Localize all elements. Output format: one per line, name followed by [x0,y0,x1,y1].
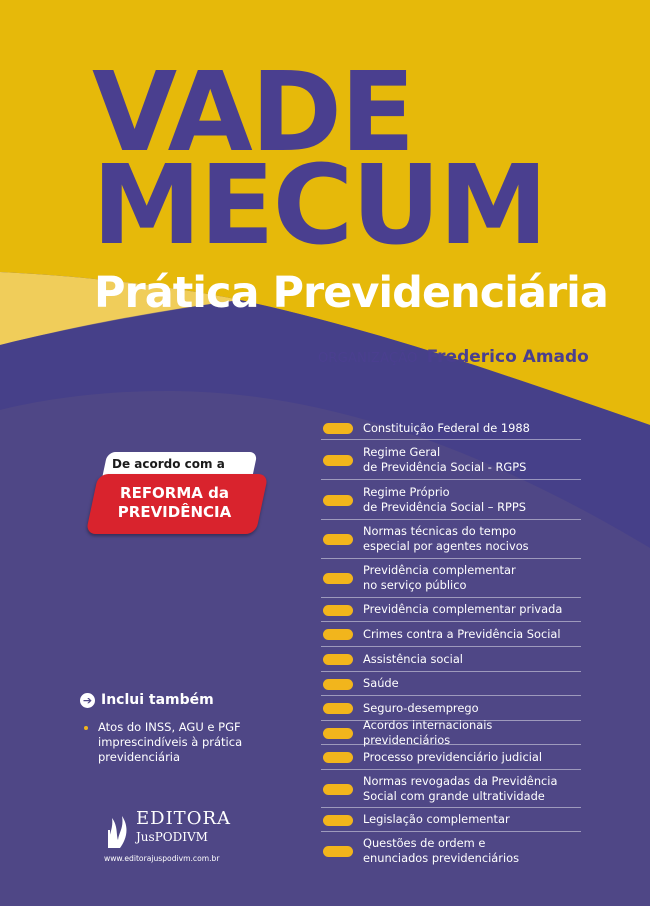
includes-line-1: Atos do INSS, AGU e PGF [98,720,241,734]
includes-heading [80,692,242,708]
bullet-pill [323,654,353,665]
topic-text: Regime Geral [363,444,441,459]
title-line-1: VADE [92,48,414,176]
topic-text: Processo previdenciário judicial [363,749,543,764]
bullet-pill [323,573,353,584]
bullet-pill [323,728,353,739]
topic-text: Acordos internacionais previdenciários [363,717,493,747]
topic-text: Questões de ordem e [363,836,486,850]
bullet-pill [323,703,353,714]
bullet-pill [323,815,353,826]
bullet-pill [323,752,353,763]
topic-item [321,770,581,808]
topic-text: no serviço público [363,578,467,592]
topic-text: de Previdência Social – RPPS [363,499,526,514]
bullet-pill [323,629,353,640]
reform-badge [82,452,267,544]
organizer-name: Frederico Amado [426,347,589,367]
bullet-pill [323,534,353,545]
topic-item [321,417,581,440]
includes-line-2: imprescindíveis à prática [98,735,243,749]
topic-item [321,520,581,559]
topic-text: Normas técnicas do tempo [363,524,517,538]
topic-text: Normas revogadas da Previdência [363,773,558,788]
topic-item [321,745,581,770]
includes-line-3: previdenciária [98,750,181,764]
topic-item [321,559,581,598]
topic-item [321,672,581,696]
topic-item [321,647,581,672]
topic-item [321,440,581,480]
bullet-pill [323,495,353,506]
topic-item [321,717,581,747]
topic-text: Assistência social [363,651,463,666]
topic-text: Legislação complementar [363,812,510,826]
topic-text: enunciados previdenciários [363,851,520,865]
publisher-url: www.editorajuspodivm.com.br [104,854,220,863]
topic-text: Previdência complementar [363,563,516,577]
topic-text: Social com grande ultratividade [363,788,545,803]
bullet-pill [323,455,353,466]
topic-text: Constituição Federal de 1988 [363,420,530,435]
topic-text: Saúde [363,676,399,690]
bullet-pill [323,605,353,616]
organizer [318,347,589,367]
badge-top-text: De acordo com a [112,457,225,471]
organizer-label: ORGANIZAÇÃO [318,351,418,366]
bullet-dot-icon [84,726,88,730]
badge-line-2: PREVIDÊNCIA [117,503,232,521]
publisher-name: EDITORA [136,808,231,829]
topic-item [321,808,581,832]
flame-logo-icon [104,810,132,850]
topic-text: Previdência complementar privada [363,602,563,616]
badge-main-text [82,484,267,522]
bullet-pill [323,423,353,434]
bullet-pill [323,784,353,795]
subtitle: Prática Previdenciária [94,268,608,318]
includes-section [80,692,242,765]
bullet-pill [323,679,353,690]
topic-item [321,480,581,520]
topic-text: de Previdência Social - RGPS [363,459,527,474]
includes-item [80,720,242,765]
title-line-2: MECUM [92,141,547,269]
topic-text: Crimes contra a Previdência Social [363,626,561,641]
topics-list [321,417,581,870]
badge-line-1: REFORMA da [120,484,229,502]
arrow-right-icon: ➔ [80,693,95,708]
publisher-sub: JusPODIVM [136,830,208,844]
bullet-pill [323,846,353,857]
topic-item [321,832,581,870]
topic-item [321,622,581,647]
topic-text: Seguro-desemprego [363,700,479,715]
includes-heading-text: Inclui também [101,692,214,708]
topic-item [321,598,581,622]
topic-text: Regime Próprio [363,484,450,499]
topic-text: especial por agentes nocivos [363,539,529,553]
